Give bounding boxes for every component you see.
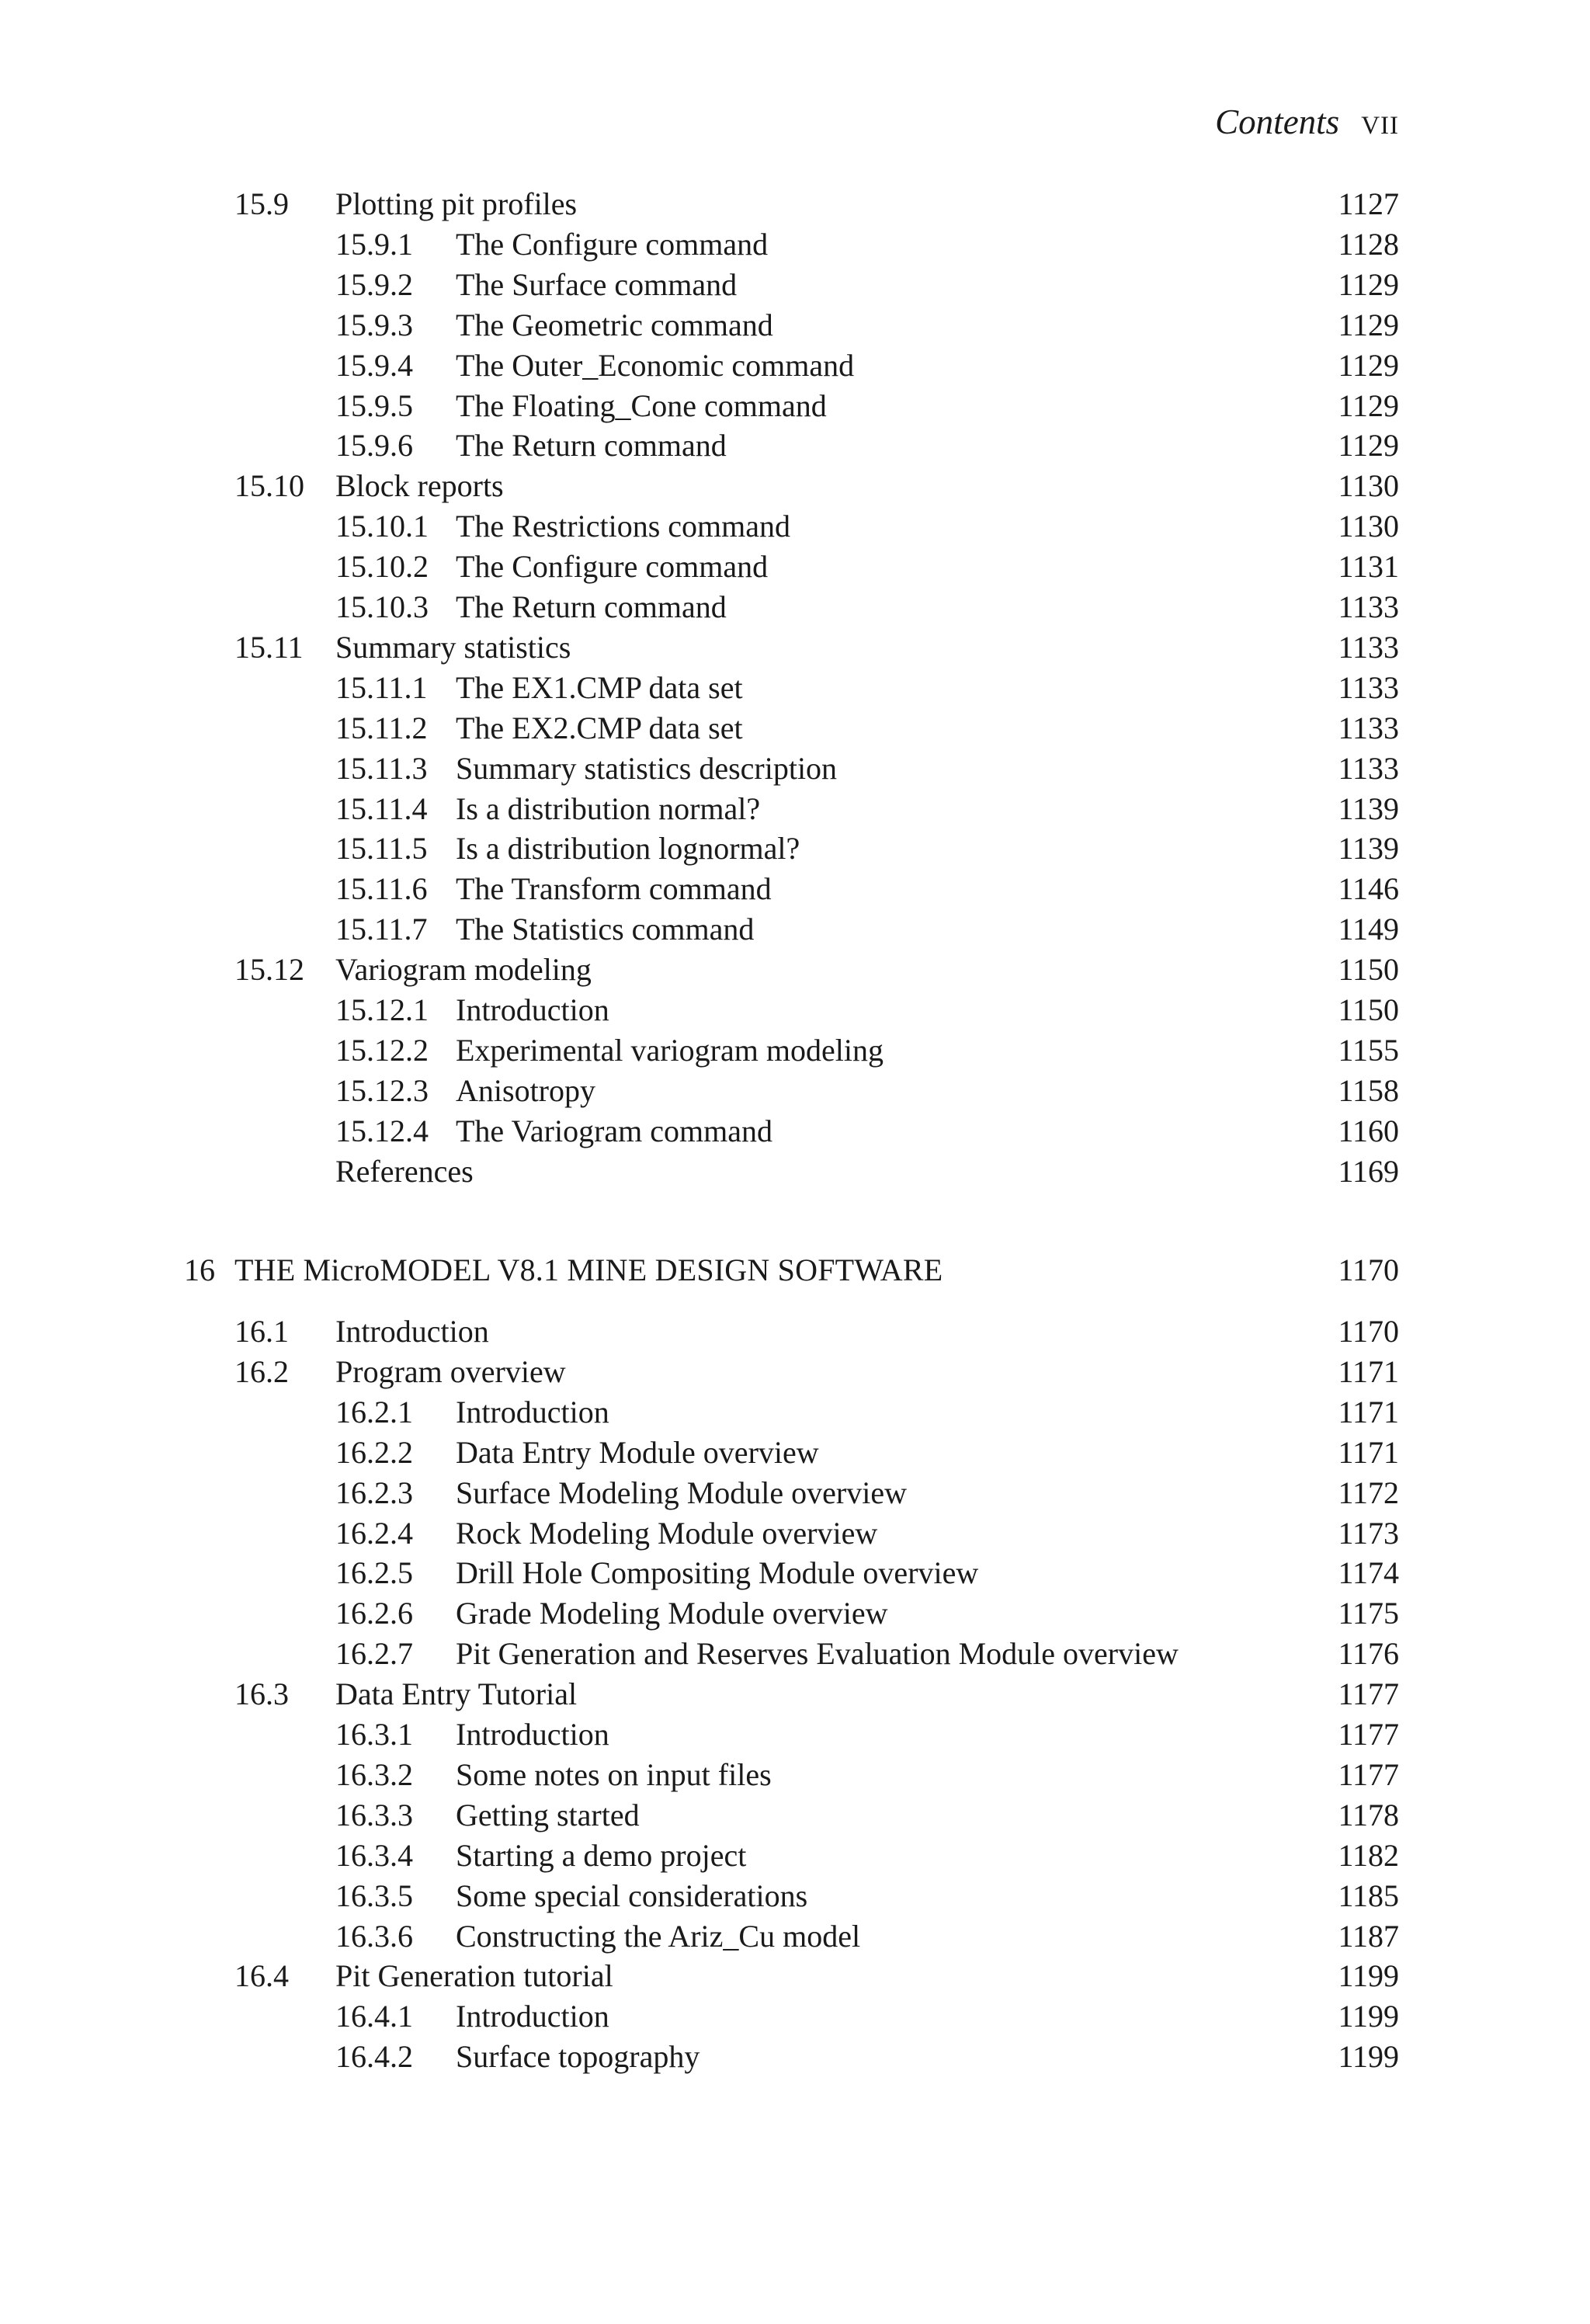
entry-page-number: 1176 <box>1338 1636 1399 1671</box>
entry-title: Introduction <box>335 1314 489 1349</box>
toc-subsection-entry[interactable] <box>0 990 1590 1030</box>
entry-number: 16.2.5 <box>335 1555 413 1590</box>
toc-subsection-entry[interactable] <box>0 668 1590 708</box>
entry-number: 16.2.6 <box>335 1596 413 1631</box>
entry-title: The Geometric command <box>456 307 773 342</box>
entry-title: Experimental variogram modeling <box>456 1033 884 1068</box>
entry-page-number: 1171 <box>1338 1435 1399 1470</box>
entry-title: Introduction <box>456 992 609 1027</box>
entry-page-number: 1170 <box>1338 1314 1399 1349</box>
entry-page-number: 1171 <box>1338 1354 1399 1389</box>
entry-number: 15.12.1 <box>335 992 429 1027</box>
entry-title: Pit Generation tutorial <box>335 1958 613 1993</box>
toc-section-entry[interactable] <box>0 1674 1590 1714</box>
entry-title: The EX1.CMP data set <box>456 670 743 705</box>
toc-subsection-entry[interactable] <box>0 2037 1590 2077</box>
entry-page-number: 1199 <box>1338 2039 1399 2074</box>
entry-number: 15.9.5 <box>335 388 413 423</box>
entry-title: Is a distribution normal? <box>456 791 761 826</box>
entry-page-number: 1158 <box>1338 1073 1399 1108</box>
entry-title: Variogram modeling <box>335 952 592 987</box>
entry-page-number: 1177 <box>1338 1717 1399 1752</box>
entry-title: Anisotropy <box>456 1073 595 1108</box>
entry-page-number: 1160 <box>1338 1113 1399 1148</box>
entry-page-number: 1129 <box>1338 348 1399 383</box>
running-head-title: Contents <box>1215 102 1340 141</box>
toc-references-entry[interactable] <box>0 1152 1590 1192</box>
chapter-page-number: 1170 <box>1338 1252 1399 1287</box>
toc-subsection-entry[interactable] <box>0 1876 1590 1916</box>
entry-page-number: 1150 <box>1338 952 1399 987</box>
entry-page-number: 1172 <box>1338 1475 1399 1510</box>
entry-page-number: 1175 <box>1338 1596 1399 1631</box>
toc-section-entry[interactable] <box>0 1956 1590 1996</box>
entry-page-number: 1133 <box>1338 751 1399 786</box>
entry-page-number: 1130 <box>1338 468 1399 503</box>
toc-section-entry[interactable] <box>0 1352 1590 1392</box>
entry-title: Some notes on input files <box>456 1757 772 1792</box>
toc-subsection-entry[interactable] <box>0 1473 1590 1513</box>
entry-title: The Return command <box>456 589 727 624</box>
entry-title: Surface Modeling Module overview <box>456 1475 907 1510</box>
entry-page-number: 1133 <box>1338 710 1399 745</box>
entry-title: The Restrictions command <box>456 509 791 544</box>
entry-number: 16.2.2 <box>335 1435 413 1470</box>
toc-subsection-entry[interactable] <box>0 789 1590 829</box>
entry-title: Pit Generation and Reserves Evaluation Module overview <box>456 1636 1179 1671</box>
entry-number: 16.2 <box>234 1354 289 1389</box>
entry-title: Starting a demo project <box>456 1838 747 1873</box>
toc-subsection-entry[interactable] <box>0 1996 1590 2037</box>
entry-title: Rock Modeling Module overview <box>456 1516 878 1551</box>
entry-number: 15.11.2 <box>335 710 428 745</box>
entry-page-number: 1199 <box>1338 1999 1399 2034</box>
toc-subsection-entry[interactable] <box>0 587 1590 627</box>
entry-number: 16.3.5 <box>335 1878 413 1913</box>
toc-section-entry[interactable] <box>0 466 1590 506</box>
entry-title: Block reports <box>335 468 504 503</box>
toc-section-entry[interactable] <box>0 950 1590 990</box>
toc-subsection-entry[interactable] <box>0 305 1590 346</box>
entry-title: Introduction <box>456 1395 609 1429</box>
entry-page-number: 1169 <box>1338 1154 1399 1189</box>
entry-number: 15.11.5 <box>335 831 428 866</box>
entry-page-number: 1128 <box>1338 227 1399 262</box>
entry-page-number: 1173 <box>1338 1516 1399 1551</box>
entry-number: 15.11 <box>234 630 304 665</box>
entry-page-number: 1185 <box>1338 1878 1399 1913</box>
entry-number: 15.9.4 <box>335 348 413 383</box>
entry-number: 15.11.3 <box>335 751 428 786</box>
running-head <box>1215 99 1399 148</box>
entry-page-number: 1177 <box>1338 1757 1399 1792</box>
toc-subsection-entry[interactable] <box>0 547 1590 587</box>
entry-number: 15.9 <box>234 186 289 221</box>
entry-page-number: 1129 <box>1338 428 1399 463</box>
toc-subsection-entry[interactable] <box>0 1513 1590 1554</box>
toc-section-entry[interactable] <box>0 184 1590 224</box>
entry-page-number: 1171 <box>1338 1395 1399 1429</box>
toc-subsection-entry[interactable] <box>0 749 1590 789</box>
entry-title: Program overview <box>335 1354 566 1389</box>
toc-subsection-entry[interactable] <box>0 1795 1590 1836</box>
entry-title: Some special considerations <box>456 1878 808 1913</box>
toc-subsection-entry[interactable] <box>0 1392 1590 1433</box>
entry-title: Getting started <box>456 1798 640 1832</box>
entry-title: The Return command <box>456 428 727 463</box>
entry-title: Constructing the Ariz_Cu model <box>456 1919 861 1954</box>
entry-title: Grade Modeling Module overview <box>456 1596 888 1631</box>
entry-number: 15.9.3 <box>335 307 413 342</box>
toc-subsection-entry[interactable] <box>0 426 1590 466</box>
entry-number: 15.10.2 <box>335 549 429 584</box>
entry-title: Plotting pit profiles <box>335 186 578 221</box>
entry-page-number: 1133 <box>1338 630 1399 665</box>
entry-number: 16.4 <box>234 1958 289 1993</box>
entry-number: 16.4.1 <box>335 1999 413 2034</box>
entry-page-number: 1178 <box>1338 1798 1399 1832</box>
running-head-page-number: VII <box>1361 112 1399 140</box>
toc-subsection-entry[interactable] <box>0 506 1590 547</box>
entry-page-number: 1129 <box>1338 388 1399 423</box>
toc-subsection-entry[interactable] <box>0 829 1590 869</box>
toc-subsection-entry[interactable] <box>0 1836 1590 1876</box>
toc-section-entry[interactable] <box>0 627 1590 668</box>
entry-number: 15.9.6 <box>335 428 413 463</box>
entry-page-number: 1146 <box>1338 871 1399 906</box>
entry-page-number: 1155 <box>1338 1033 1399 1068</box>
entry-number: 16.2.1 <box>335 1395 413 1429</box>
entry-page-number: 1133 <box>1338 670 1399 705</box>
chapter-title: THE MicroMODEL V8.1 MINE DESIGN SOFTWARE <box>234 1252 943 1287</box>
entry-title: The EX2.CMP data set <box>456 710 743 745</box>
entry-title: Is a distribution lognormal? <box>456 831 800 866</box>
entry-number: 16.3.2 <box>335 1757 413 1792</box>
entry-title: Summary statistics description <box>456 751 838 786</box>
entry-page-number: 1130 <box>1338 509 1399 544</box>
entry-title: Summary statistics <box>335 630 571 665</box>
entry-number: 15.11.7 <box>335 912 428 947</box>
entry-page-number: 1177 <box>1338 1676 1399 1711</box>
entry-number: 16.3.4 <box>335 1838 413 1873</box>
entry-page-number: 1150 <box>1338 992 1399 1027</box>
entry-number: 16.3.1 <box>335 1717 413 1752</box>
toc-section-entry[interactable] <box>0 1311 1590 1352</box>
entry-number: 15.12 <box>234 952 304 987</box>
entry-number: 16.2.7 <box>335 1636 413 1671</box>
toc-subsection-entry[interactable] <box>0 1553 1590 1593</box>
toc-subsection-entry[interactable] <box>0 224 1590 265</box>
toc-chapter-heading[interactable] <box>0 1250 1590 1291</box>
entry-page-number: 1127 <box>1338 186 1399 221</box>
entry-number: 16.2.3 <box>335 1475 413 1510</box>
entry-page-number: 1199 <box>1338 1958 1399 1993</box>
entry-number: 15.12.3 <box>335 1073 429 1108</box>
entry-number: 15.10 <box>234 468 304 503</box>
entry-number: 16.1 <box>234 1314 289 1349</box>
entry-number: 15.9.2 <box>335 267 413 302</box>
entry-number: 16.3.3 <box>335 1798 413 1832</box>
toc-subsection-entry[interactable] <box>0 909 1590 950</box>
entry-title: Data Entry Module overview <box>456 1435 819 1470</box>
entry-title: Data Entry Tutorial <box>335 1676 578 1711</box>
entry-number: 15.10.1 <box>335 509 429 544</box>
toc-subsection-entry[interactable] <box>0 1916 1590 1957</box>
entry-title: The Variogram command <box>456 1113 773 1148</box>
entry-title: Introduction <box>456 1999 609 2034</box>
entry-number: 15.10.3 <box>335 589 429 624</box>
entry-title: References <box>335 1154 474 1189</box>
entry-title: The Statistics command <box>456 912 755 947</box>
entry-page-number: 1187 <box>1338 1919 1399 1954</box>
entry-page-number: 1129 <box>1338 307 1399 342</box>
entry-title: Surface topography <box>456 2039 700 2074</box>
entry-title: The Surface command <box>456 267 738 302</box>
toc-subsection-entry[interactable] <box>0 386 1590 426</box>
entry-number: 16.2.4 <box>335 1516 413 1551</box>
entry-number: 16.3 <box>234 1676 289 1711</box>
toc-subsection-entry[interactable] <box>0 1030 1590 1071</box>
entry-title: The Floating_Cone command <box>456 388 827 423</box>
entry-title: The Transform command <box>456 871 772 906</box>
toc-subsection-entry[interactable] <box>0 1714 1590 1755</box>
entry-page-number: 1131 <box>1338 549 1399 584</box>
entry-number: 15.12.2 <box>335 1033 429 1068</box>
toc-subsection-entry[interactable] <box>0 708 1590 749</box>
entry-page-number: 1139 <box>1338 791 1399 826</box>
entry-title: The Configure command <box>456 549 769 584</box>
entry-number: 15.12.4 <box>335 1113 429 1148</box>
entry-number: 16.3.6 <box>335 1919 413 1954</box>
entry-title: The Configure command <box>456 227 769 262</box>
entry-page-number: 1182 <box>1338 1838 1399 1873</box>
entry-page-number: 1174 <box>1338 1555 1399 1590</box>
toc-subsection-entry[interactable] <box>0 1111 1590 1152</box>
toc-subsection-entry[interactable] <box>0 1433 1590 1473</box>
entry-page-number: 1129 <box>1338 267 1399 302</box>
entry-number: 15.11.6 <box>335 871 428 906</box>
toc-subsection-entry[interactable] <box>0 1071 1590 1111</box>
entry-number: 15.11.1 <box>335 670 428 705</box>
entry-title: The Outer_Economic command <box>456 348 855 383</box>
chapter-number: 16 <box>184 1252 215 1287</box>
toc-subsection-entry[interactable] <box>0 869 1590 909</box>
toc-subsection-entry[interactable] <box>0 346 1590 386</box>
entry-number: 16.4.2 <box>335 2039 413 2074</box>
entry-number: 15.11.4 <box>335 791 428 826</box>
entry-page-number: 1149 <box>1338 912 1399 947</box>
toc-subsection-entry[interactable] <box>0 265 1590 305</box>
toc-subsection-entry[interactable] <box>0 1634 1590 1674</box>
toc-subsection-entry[interactable] <box>0 1755 1590 1795</box>
entry-title: Introduction <box>456 1717 609 1752</box>
entry-title: Drill Hole Compositing Module overview <box>456 1555 979 1590</box>
entry-page-number: 1139 <box>1338 831 1399 866</box>
entry-number: 15.9.1 <box>335 227 413 262</box>
entry-page-number: 1133 <box>1338 589 1399 624</box>
toc-subsection-entry[interactable] <box>0 1593 1590 1634</box>
